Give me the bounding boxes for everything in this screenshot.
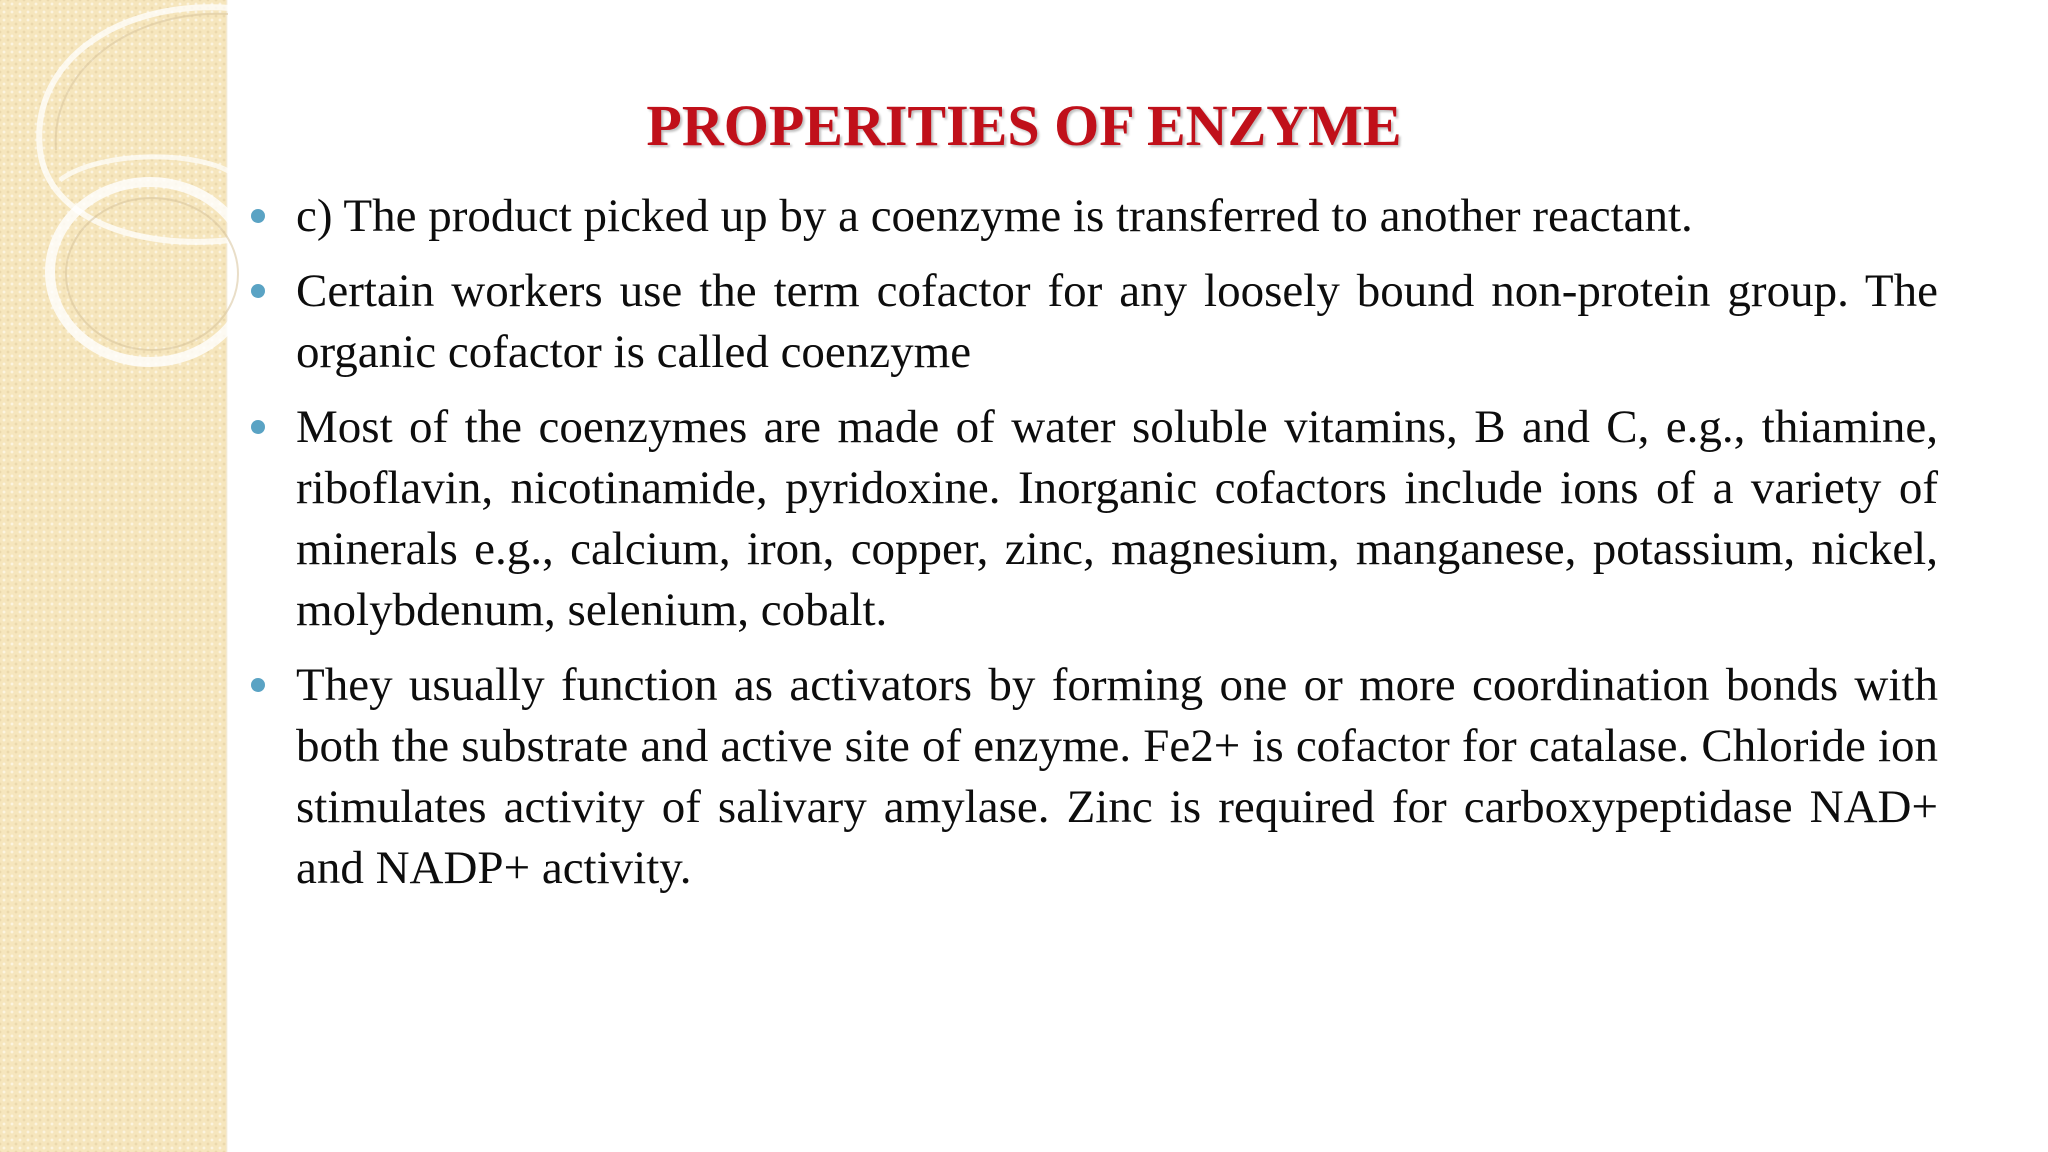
bullet-dot-icon: [251, 209, 265, 223]
bullet-text: Certain workers use the term cofactor for any loosely bound non-protein group. The organic cofactor is called coenzyme: [296, 265, 1938, 378]
bullet-dot-icon: [251, 678, 265, 692]
slide-title-text: PROPERITIES OF ENZYME: [646, 93, 1402, 158]
slide-title: [0, 92, 2048, 159]
bullet-text: They usually function as activators by forming one or more coordination bonds with both the substrate and active site of enzyme. Fe2+ is cofactor for catalase. Chloride ion stimulates activity of salivary amylase. Zinc is required for carboxypeptidase NAD+ and NADP+ activity.: [296, 659, 1938, 894]
bullet-text: Most of the coenzymes are made of water soluble vitamins, B and C, e.g., thiamine, riboflavin, nicotinamide, pyridoxine. Inorganic cofactors include ions of a variety of minerals e.g., calcium, iron, copper, zinc, magnesium, manganese, potassium, nickel, molybdenum, selenium, cobalt.: [296, 401, 1938, 636]
bullet-list: [296, 186, 1938, 913]
bullet-item: [296, 261, 1938, 383]
bullet-item: [296, 397, 1938, 641]
bullet-dot-icon: [251, 420, 265, 434]
bullet-item: [296, 186, 1938, 247]
bullet-item: [296, 655, 1938, 899]
bullet-dot-icon: [251, 284, 265, 298]
decorative-swirl: [0, 0, 240, 420]
bullet-text: c) The product picked up by a coenzyme is transferred to another reactant.: [296, 190, 1693, 242]
